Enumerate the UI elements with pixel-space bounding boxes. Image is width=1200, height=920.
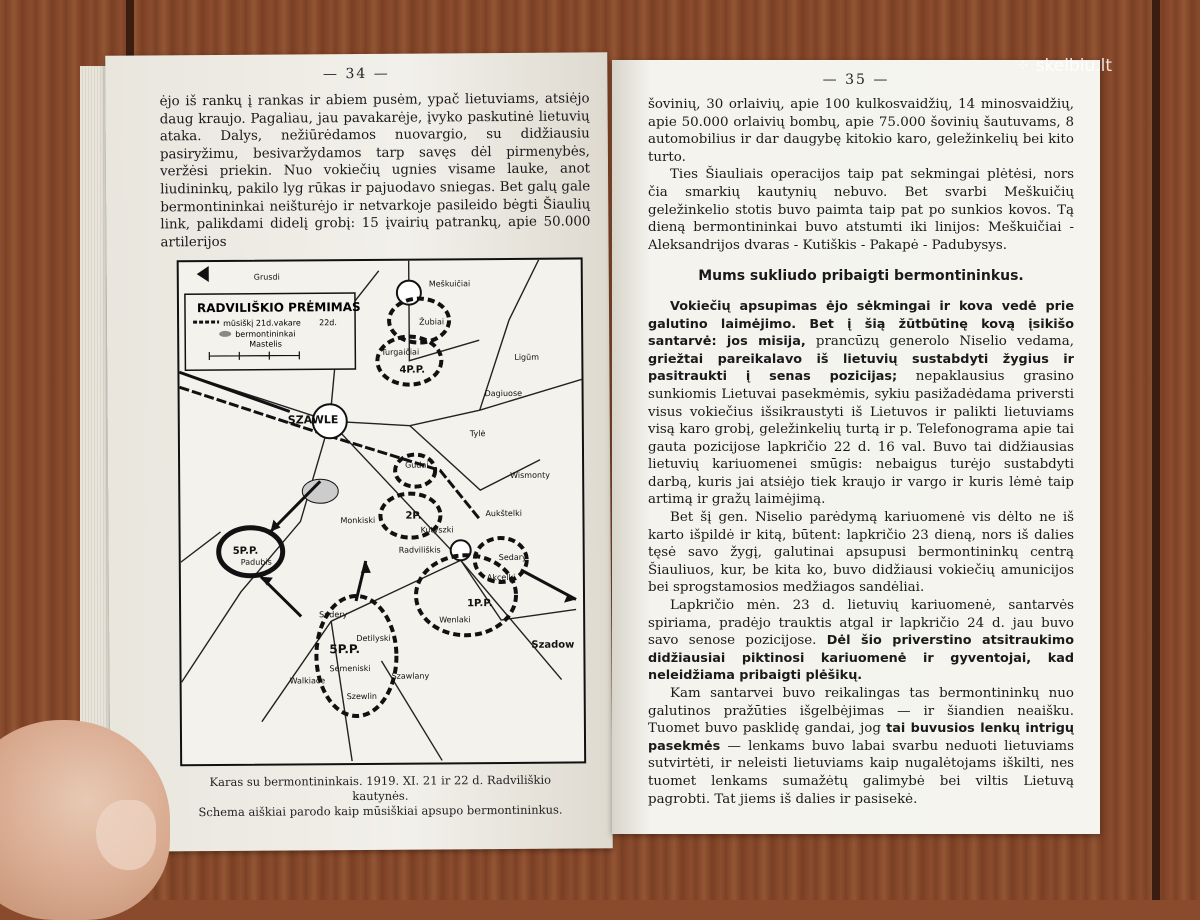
place-label: Tylė [469,429,486,438]
unit-label: 4P.P. [399,365,425,376]
attack-arrows [179,369,576,617]
place-label: Akcelki [487,573,516,582]
north-arrow-icon [197,266,209,282]
paragraph: ėjo iš rankų į rankas ir abiem pusėm, ypač lietuviams, atsiėjo daug kraujo. Pagaliau, jau pavakarėje, įvyko paskutinė lietuvių ataka. Dalys, nežiūrėdamos nuovargio, su didžiausiu pasiryžimu, besivaržydamos tarp savęs dėl pirmenybės, veržėsi priekin. Nuo vokiečių ugnies visame lauke, anot liudininkų, pakilo lyg rūkas ir pajuodavo sniegas. Bet galų gale bermontininkai neišturėjo ir netvarkoje pasileido bėgti Šiaulių link, palikdami didelį grobį: 15 įvairių patrankų, apie 50.000 artilerijos [159,90,590,251]
unit-ellipse [395,454,435,486]
left-page [105,52,613,851]
place-label: Ligūm [514,353,539,362]
road [179,369,581,427]
unit-label: 1P.P. [467,598,493,609]
plain-text: — lenkams buvo labai svarbu neduoti lietuviams sutvirtėti, ir neleisti lietuviams kaip nugalėtojams iškilti, nes tuomet lenkams sumažėtų galimybė bei viltis Lietuvą pagrobti. Tat jiems iš dalies ir pasisekė. [648,739,1074,807]
place-label: Monkiski [340,516,375,525]
unit-label: 2P. [405,511,421,522]
paragraph [648,298,1074,509]
page-number: — 34 — [105,64,607,84]
road [181,532,221,562]
arrow-head [261,577,273,586]
paragraph: šovinių, 30 orlaivių, apie 100 kulkosvaidžių, 14 minosvaidžių, apie 50.000 orlaivių bombų, apie 75.000 šovinių šautuvams, 8 automobilius ir dar daugybę kitokio karo, geležinkelių bei kito turto. [648,96,1074,166]
place-label: Sedary [499,553,527,562]
paragraph [648,597,1074,685]
legend-line1: mūsiškį 21d.vakare [223,317,301,328]
map-drawing [179,259,584,764]
place-label: Szewlin [347,692,377,701]
right-page [612,60,1100,834]
section-heading: Mums sukliudo pribaigti bermontininkus. [648,268,1074,286]
place-label: Semeniski [329,664,370,673]
arrow-head [361,561,371,573]
place-label: Radviliškis [399,544,441,554]
caption-line: Schema aiškiai parodo kaip mūsiškiai apsupo bermontininkus. [180,802,580,820]
bold-text: Dėl šio priverstino atsitraukimo didžiausiai piktinosi kariuomenė ir gyventojai, kad neleidžiama pribaigti plėšikų. [648,633,1074,683]
bold-text: griežtai pareikalavo iš lietuvių sustabdyti žygius ir pasitraukti į senas pozicijas; [648,352,1074,385]
place-label: Szadow [531,640,574,651]
plain-text: Lapkričio mėn. 23 d. lietuvių kariuomenė, santarvės spiriama, pradėjo trauktis atgal ir lapkričio 24 d. jau buvo savo senose pozicijose. [648,598,1074,648]
watermark-dots-icon: ⁘ [1016,56,1036,76]
place-label: Kutyszki [421,525,454,534]
map-caption [180,772,580,820]
legend-title: RADVILIŠKIO PRĖMIMAS [197,299,361,315]
place-label: Dagiuose [485,389,523,398]
place-label: Walkiace [290,676,326,685]
legend-line1b: 22d. [319,318,337,327]
paragraph: Ties Šiauliais operacijos taip pat sekmingai plėtėsi, nors čia smarkių kautynių nebuvo. Bet svarbi Meškuičių geležinkelio stotis buvo paimta taip pat po sunkios kovos. Tą dieną bermontininkai buvo atstumti iki linijos: Meškuičiai - Aleksandrijos dvaras - Kutiškis - Pakapė - Padubysys. [648,166,1074,254]
unit-label: 5P.P. [329,642,360,656]
table-seam [1152,0,1160,900]
thumbnail-nail [96,800,156,870]
place-label: SZAWLE [288,413,339,426]
paragraph: Bet šį gen. Niselio parėdymą kariuomenė vis dėlto ne iš karto išpildė ir kitą, būtent: lapkričio 23 dieną, nors iš dalies tęsė savo žygį, galutinai apsupusi bermontininkų centrą Šiauliuos, kur, be kita ko, buvo didžiausi vokiečių amunicijos bei sprogstamosios medžiagos sandėliai. [648,509,1074,597]
place-label: Sudery [319,610,347,619]
unit-label: 5P.P. [233,546,259,557]
place-label: Wismonty [510,471,550,480]
legend-line2: bermontininkai [235,329,295,338]
arrow [270,481,320,531]
place-label: Žubiai [419,315,444,326]
road [409,260,480,360]
road [479,260,540,410]
caption-line: Karas su bermontininkais. 1919. XI. 21 ir 22 d. Radviliškio kautynės. [180,772,580,805]
watermark [1016,56,1112,76]
place-label: Gudai [405,461,429,470]
place-label: Detilyski [356,634,390,643]
place-label: Aukštelki [485,508,522,518]
place-label: Turgaičiai [380,347,419,357]
right-page-text [648,96,1074,808]
bold-text: Vokiečių apsupimas ėjo sėkmingai ir kova vedė prie galutino laimėjimo. Bet į šią žūtbūtinę kovą įsikišo santarvė: jos misija, [648,299,1074,349]
battle-map [177,257,587,766]
plain-text: nepaklausius grasino sunkiomis Lietuvai pasekmėmis, sykiu pasižadėdama priversti visus vokiečius išsikraustyti iš Lietuvos ir palikti lietuviams visą karo grobį, geležinkelių turtą ir p. Telefonograma apie tai gauta pozicijose lapkričio 22 d. 16 val. Buvo tai didžiausias lietuvių kariuomenei smūgis: nebaigus turėjo sustabdyti darbą, kuris jai atsiėjo tiek kraujo ir vargo ir kuris lėmė taip artimą ir gražų laimėjimą. [648,369,1074,507]
legend-line3: Mastelis [249,340,282,349]
open-book [80,48,1110,854]
watermark-text: skelbiu.lt [1036,56,1112,76]
page-number: — 35 — [612,72,1100,88]
place-label: Wenlaki [439,615,470,624]
bold-text: tai buvusios lenkų intrigų pasekmės [648,721,1074,754]
place-label: Padubis [241,558,272,567]
plain-text: Kam santarvei buvo reikalingas tas bermontininkų nuo galutinos pražūties išgelbėjimas — ir šiandien neaišku. Tuomet buvo pasklidę gandai, jog [648,686,1074,736]
place-label: Szawlany [392,672,430,681]
paragraph [648,685,1074,808]
plain-text: prancūzų generolo Niselio vedama, [806,334,1074,349]
place-label: Meškuičiai [429,278,470,288]
left-page-text [159,90,590,251]
place-label: Grusdi [254,273,280,282]
